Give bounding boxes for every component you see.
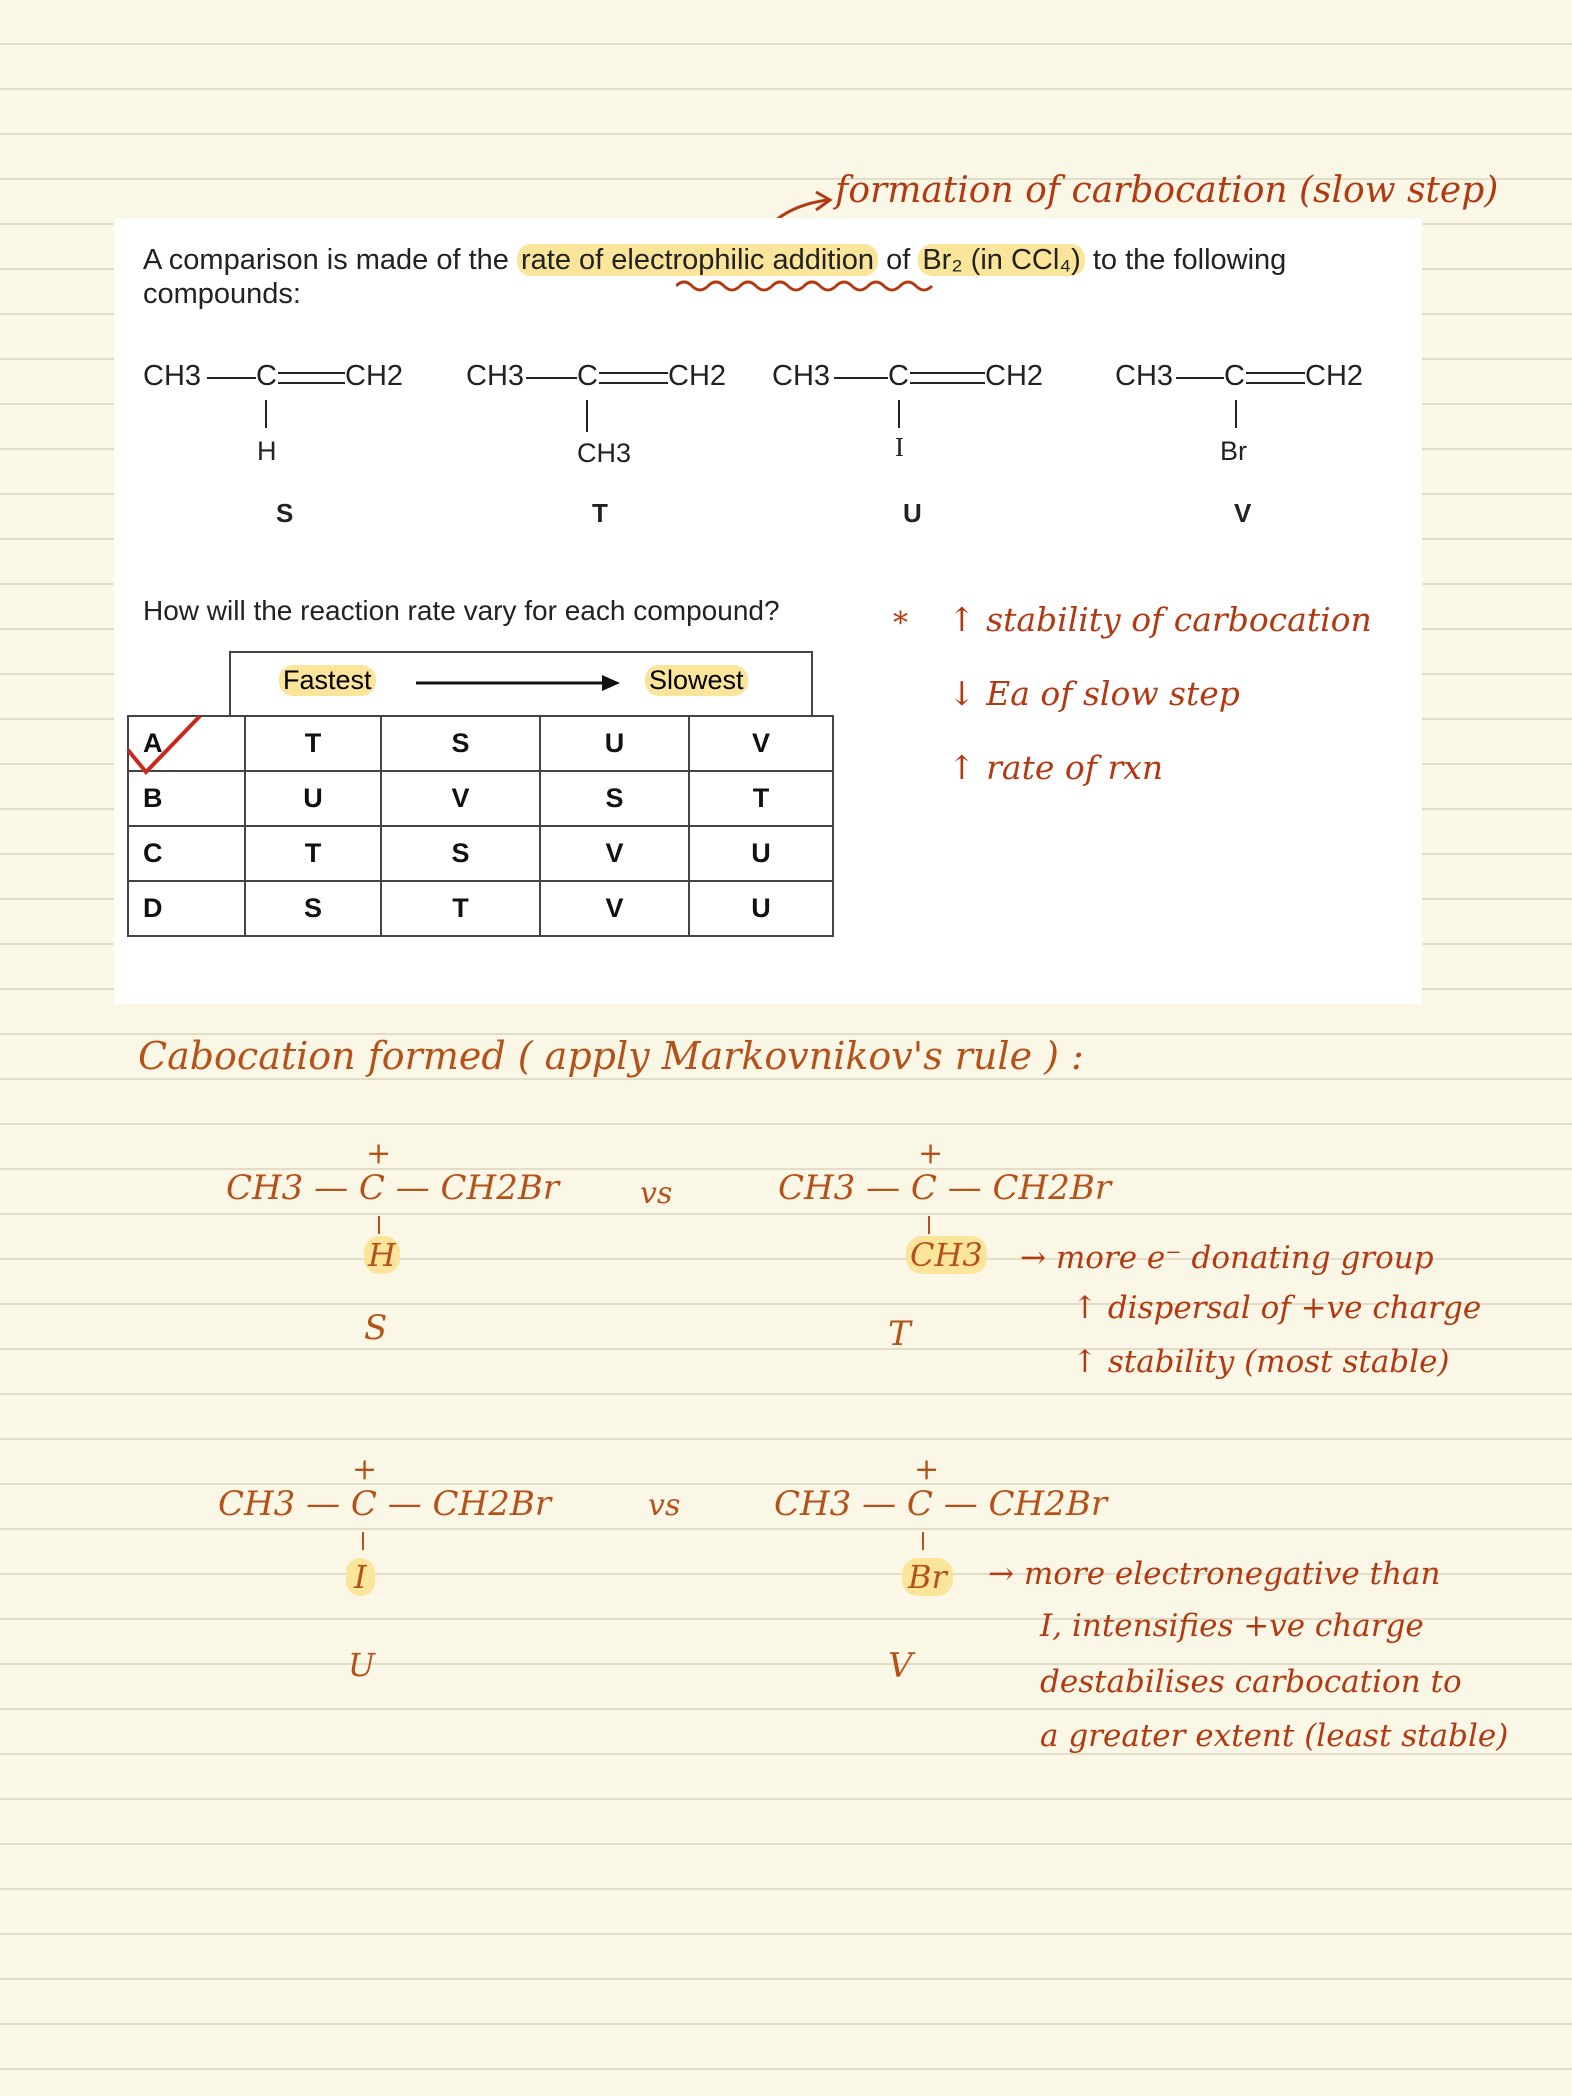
table-cell: V xyxy=(689,716,833,771)
mol-s-label: S xyxy=(276,498,294,528)
carbocation-v-bond xyxy=(922,1532,924,1550)
carbocation-t-formula: CH3 — C — CH2Br xyxy=(778,1168,1112,1208)
table-cell: S xyxy=(381,826,540,881)
carbocation-v-plus: + xyxy=(914,1452,940,1487)
answer-table xyxy=(127,715,834,937)
table-cell: U xyxy=(540,716,689,771)
slowest-label: Slowest xyxy=(645,665,748,696)
table-cell: S xyxy=(245,881,381,936)
carbocation-heading: Cabocation formed ( apply Markovnikov's rule ) : xyxy=(138,1034,1084,1078)
table-cell: T xyxy=(245,716,381,771)
carbocation-u-plus: + xyxy=(352,1452,378,1487)
table-cell: U xyxy=(689,881,833,936)
fastest-label: Fastest xyxy=(279,665,376,696)
option-cell[interactable]: D xyxy=(128,881,245,936)
mol-v-ch3: CH3 xyxy=(1115,360,1174,392)
table-row xyxy=(128,826,833,881)
note-v-4: a greater extent (least stable) xyxy=(1040,1718,1509,1754)
mol-t-label: T xyxy=(592,498,608,528)
table-cell: V xyxy=(540,881,689,936)
note-t-3: ↑ stability (most stable) xyxy=(1072,1344,1450,1380)
mol-u-c: C xyxy=(888,360,909,392)
option-cell[interactable]: C xyxy=(128,826,245,881)
question-part1: A comparison is made of the xyxy=(143,244,509,276)
note-rate: ↑ rate of rxn xyxy=(948,748,1164,787)
table-row xyxy=(128,881,833,936)
carbocation-s-bond xyxy=(378,1216,380,1234)
annotation-slow-step: formation of carbocation (slow step) xyxy=(835,170,1499,211)
highlight-rate: rate of electrophilic addition xyxy=(517,244,878,276)
note-t-2: ↑ dispersal of +ve charge xyxy=(1072,1290,1482,1326)
note-t-1: → more e⁻ donating group xyxy=(1020,1240,1434,1276)
carbocation-s-formula: CH3 — C — CH2Br xyxy=(226,1168,560,1208)
option-cell[interactable]: A xyxy=(128,716,245,771)
carbocation-t-plus: + xyxy=(918,1136,944,1171)
mol-t-sub: CH3 xyxy=(577,438,632,468)
mol-s-sub: H xyxy=(257,436,277,466)
table-cell: S xyxy=(540,771,689,826)
mol-v-sub: Br xyxy=(1220,436,1247,466)
mol-s-ch3: CH3 xyxy=(143,360,202,392)
carbocation-s-plus: + xyxy=(366,1136,392,1171)
mol-t-ch2: CH2 xyxy=(668,360,727,392)
mol-s-ch2: CH2 xyxy=(345,360,404,392)
mol-v-c: C xyxy=(1224,360,1245,392)
mol-v-label: V xyxy=(1234,498,1252,528)
table-row xyxy=(128,716,833,771)
carbocation-s-label: S xyxy=(364,1308,388,1348)
carbocation-v-formula: CH3 — C — CH2Br xyxy=(774,1484,1108,1524)
table-cell: T xyxy=(245,826,381,881)
note-ea: ↓ Ea of slow step xyxy=(948,674,1240,713)
table-cell: U xyxy=(689,826,833,881)
note-v-3: destabilises carbocation to xyxy=(1040,1664,1462,1700)
mol-u-sub: I xyxy=(895,432,904,462)
carbocation-u-formula: CH3 — C — CH2Br xyxy=(218,1484,552,1524)
note-stability: ↑ stability of carbocation xyxy=(948,600,1372,639)
table-row xyxy=(128,771,833,826)
mol-u-label: U xyxy=(903,498,922,528)
carbocation-t-label: T xyxy=(888,1314,911,1354)
question-line2: compounds: xyxy=(143,278,301,310)
mol-u-ch3: CH3 xyxy=(772,360,831,392)
checkmark-icon xyxy=(118,710,208,780)
carbocation-s-sub: H xyxy=(364,1236,400,1274)
question-2: How will the reaction rate vary for each compound? xyxy=(143,595,780,626)
carbocation-v-sub: Br xyxy=(902,1558,953,1596)
highlight-br2: Br₂ (in CCl₄) xyxy=(918,244,1084,276)
carbocation-u-label: U xyxy=(348,1646,375,1684)
mol-t-ch3: CH3 xyxy=(466,360,525,392)
note-star: * xyxy=(893,606,908,641)
question-part2: of xyxy=(886,244,911,276)
mol-v-ch2: CH2 xyxy=(1305,360,1364,392)
table-cell: T xyxy=(381,881,540,936)
carbocation-t-bond xyxy=(928,1216,930,1234)
table-cell: U xyxy=(245,771,381,826)
carbocation-u-sub: I xyxy=(346,1558,375,1596)
mol-t-c: C xyxy=(577,360,598,392)
note-v-1: → more electronegative than xyxy=(988,1556,1441,1592)
mol-u-ch2: CH2 xyxy=(985,360,1044,392)
note-v-2: I, intensifies +ve charge xyxy=(1040,1608,1424,1644)
carbocation-t-sub: CH3 xyxy=(906,1236,987,1274)
table-cell: V xyxy=(540,826,689,881)
vs-label-1: vs xyxy=(640,1176,673,1211)
question-part3: to the following xyxy=(1092,244,1287,276)
table-header xyxy=(229,651,813,715)
table-cell: S xyxy=(381,716,540,771)
molecule-bonds xyxy=(0,0,1572,560)
option-cell[interactable]: B xyxy=(128,771,245,826)
table-cell: T xyxy=(689,771,833,826)
carbocation-v-label: V xyxy=(888,1646,913,1686)
arrow-right-icon xyxy=(416,671,626,695)
mol-s-c: C xyxy=(256,360,277,392)
table-cell: V xyxy=(381,771,540,826)
vs-label-2: vs xyxy=(648,1488,681,1523)
carbocation-u-bond xyxy=(362,1532,364,1550)
